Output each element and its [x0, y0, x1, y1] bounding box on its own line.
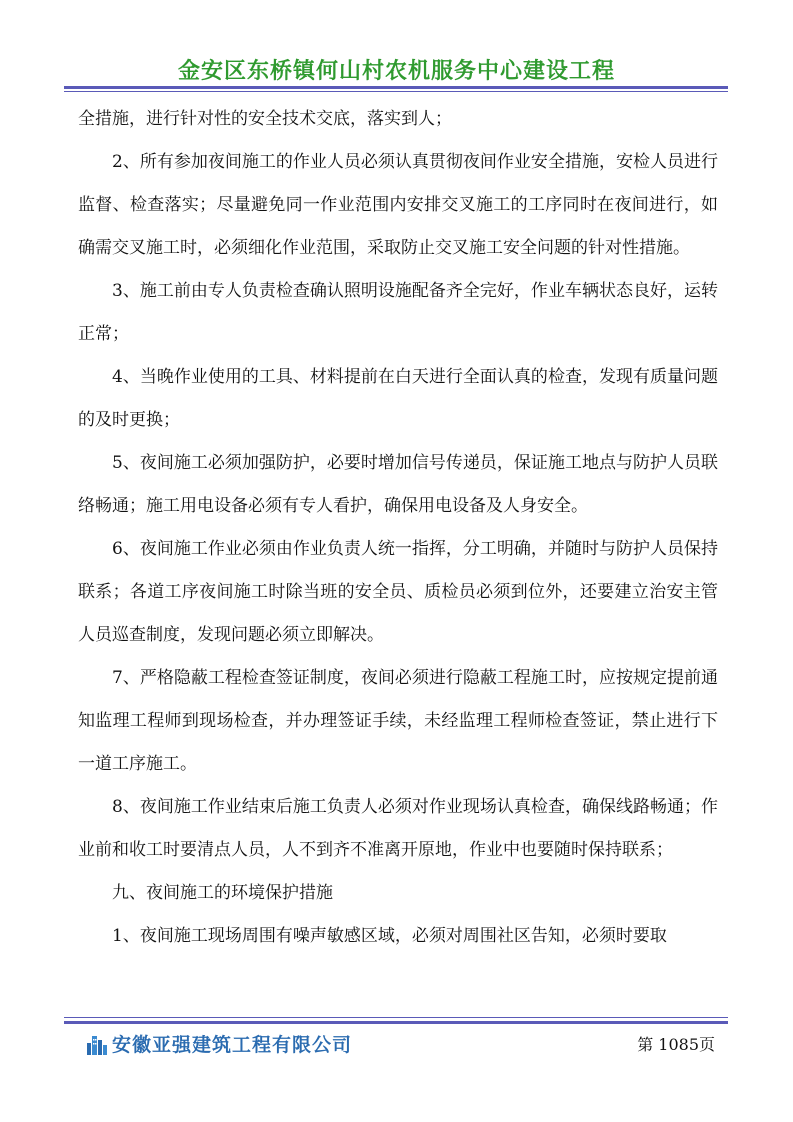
building-logo-icon	[86, 1033, 108, 1055]
footer-company-name: 安徽亚强建筑工程有限公司	[112, 1034, 353, 1056]
page-number: 第 1085页	[637, 1035, 715, 1054]
footer-divider-thick	[64, 1021, 728, 1024]
paragraph-item-7: 7、严格隐蔽工程检查签证制度，夜间必须进行隐蔽工程施工时，应按规定提前通知监理工程师到现场检查，并办理签证手续，未经监理工程师检查签证，禁止进行下一道工序施工。	[78, 668, 718, 774]
paragraph-item-3: 3、施工前由专人负责检查确认照明设施配备齐全完好，作业车辆状态良好，运转正常；	[78, 281, 718, 344]
header-divider-thin	[64, 91, 728, 92]
paragraph-item-5: 5、夜间施工必须加强防护，必要时增加信号传递员，保证施工地点与防护人员联络畅通；施工用电设备必须有专人看护，确保用电设备及人身安全。	[78, 453, 718, 516]
section-heading: 九、夜间施工的环境保护措施	[112, 883, 333, 903]
paragraph-item-2: 2、所有参加夜间施工的作业人员必须认真贯彻夜间作业安全措施，安检人员进行监督、检查落实；尽量避免同一作业范围内安排交叉施工的工序同时在夜间进行，如确需交叉施工时，必须细化作业范围，采取防止交叉施工安全问题的针对性措施。	[78, 152, 718, 258]
header-divider-thick	[64, 86, 728, 89]
document-body	[78, 98, 718, 958]
paragraph-item-6: 6、夜间施工作业必须由作业负责人统一指挥，分工明确，并随时与防护人员保持联系；各道工序夜间施工时除当班的安全员、质检员必须到位外，还要建立治安主管人员巡查制度，发现问题必须立即解决。	[78, 539, 718, 645]
paragraph-section-item-1: 1、夜间施工现场周围有噪声敏感区域，必须对周围社区告知，必须时要取	[112, 926, 667, 946]
paragraph-continuation: 全措施，进行针对性的安全技术交底，落实到人；	[78, 109, 452, 129]
page-header-title: 金安区东桥镇何山村农机服务中心建设工程	[177, 59, 615, 84]
footer-company-block	[86, 1030, 352, 1057]
paragraph-item-8: 8、夜间施工作业结束后施工负责人必须对作业现场认真检查，确保线路畅通；作业前和收工时要清点人员，人不到齐不准离开原地，作业中也要随时保持联系；	[78, 797, 718, 860]
footer-divider-thin	[64, 1017, 728, 1018]
paragraph-item-4: 4、当晚作业使用的工具、材料提前在白天进行全面认真的检查，发现有质量问题的及时更换；	[78, 367, 718, 430]
